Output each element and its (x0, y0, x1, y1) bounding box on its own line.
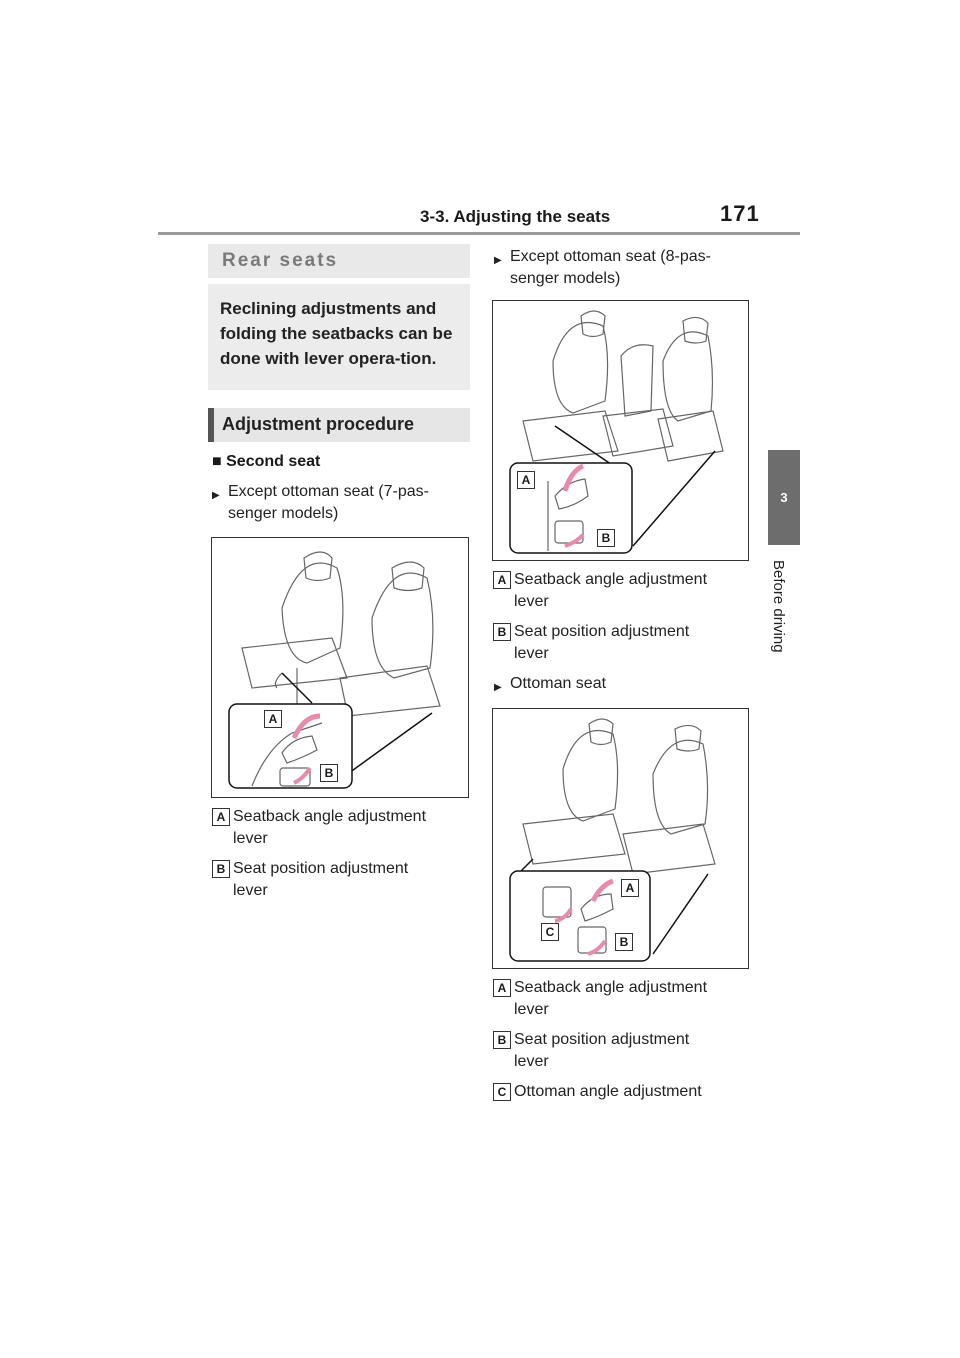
page-number: 171 (720, 201, 760, 226)
legend-a-line2: lever (514, 593, 549, 610)
legend-b-line1: Seat position adjustment (233, 860, 409, 877)
legend-b-line2: lever (514, 645, 549, 662)
subheading: Adjustment procedure (222, 414, 415, 434)
intro-text: Reclining adjustments and folding the seatbacks can be done with lever opera-tion. (220, 299, 453, 368)
item2-caption-line1: Except ottoman seat (8-pas- (510, 248, 711, 265)
legend-key-a: A (493, 571, 511, 589)
legend-a-line1: Seatback angle adjustment (233, 808, 427, 825)
legend-a-line2: lever (514, 1001, 549, 1018)
legend-key-b: B (493, 623, 511, 641)
legend-a-line2: lever (233, 830, 268, 847)
figure-8-passenger-seats (492, 300, 749, 561)
seat-illustration-2 (493, 301, 748, 560)
second-seat-label: Second seat (226, 453, 321, 470)
triangle-bullet-icon (228, 481, 429, 503)
seat-illustration-1 (212, 538, 468, 797)
callout-b: B (615, 933, 633, 951)
legend-c-line1: Ottoman angle adjustment (514, 1083, 702, 1100)
subheading-band (208, 408, 470, 442)
legend-a-text (514, 977, 707, 1021)
legend-key-b: B (212, 860, 230, 878)
chapter-label (770, 560, 792, 670)
callout-b: B (320, 764, 338, 782)
figure-7-passenger-seats (211, 537, 469, 798)
legend-b-line1: Seat position adjustment (514, 1031, 690, 1048)
legend-b-text (514, 1029, 689, 1073)
section-title: Rear seats (222, 250, 339, 271)
legend-key-a: A (212, 808, 230, 826)
figure-ottoman-seats (492, 708, 749, 969)
legend-b-line1: Seat position adjustment (514, 623, 690, 640)
chapter-label-text: Before driving (770, 560, 787, 653)
legend-b-line2: lever (233, 882, 268, 899)
item1-caption (228, 481, 429, 525)
callout-a: A (264, 710, 282, 728)
legend-key-b: B (493, 1031, 511, 1049)
seat-illustration-3 (493, 709, 748, 968)
triangle-bullet-icon (510, 673, 606, 695)
legend-c-text (514, 1081, 702, 1103)
legend-a-line1: Seatback angle adjustment (514, 979, 708, 996)
item1-caption-line2: senger models) (228, 505, 339, 522)
second-seat-heading (212, 453, 320, 471)
legend-key-c: C (493, 1083, 511, 1101)
callout-a: A (621, 879, 639, 897)
chapter-tab[interactable]: 3 (768, 450, 800, 545)
square-bullet-icon: ■ (212, 453, 222, 470)
item2-caption-line2: senger models) (510, 270, 621, 287)
callout-b: B (597, 529, 615, 547)
legend-b-text (233, 858, 408, 902)
header-rule (158, 232, 800, 235)
item1-caption-line1: Except ottoman seat (7-pas- (228, 483, 429, 500)
legend-b-text (514, 621, 689, 665)
intro-box (208, 284, 470, 390)
callout-c: C (541, 923, 559, 941)
legend-a-line1: Seatback angle adjustment (514, 571, 708, 588)
section-title-band (208, 244, 470, 278)
legend-a-text (514, 569, 707, 613)
legend-b-line2: lever (514, 1053, 549, 1070)
item3-caption-line1: Ottoman seat (510, 675, 607, 692)
legend-a-text (233, 806, 426, 850)
triangle-bullet-icon (510, 246, 711, 268)
running-header: 3-3. Adjusting the seats (420, 207, 611, 226)
item3-caption (510, 673, 606, 695)
legend-key-a: A (493, 979, 511, 997)
item2-caption (510, 246, 711, 290)
callout-a: A (517, 471, 535, 489)
